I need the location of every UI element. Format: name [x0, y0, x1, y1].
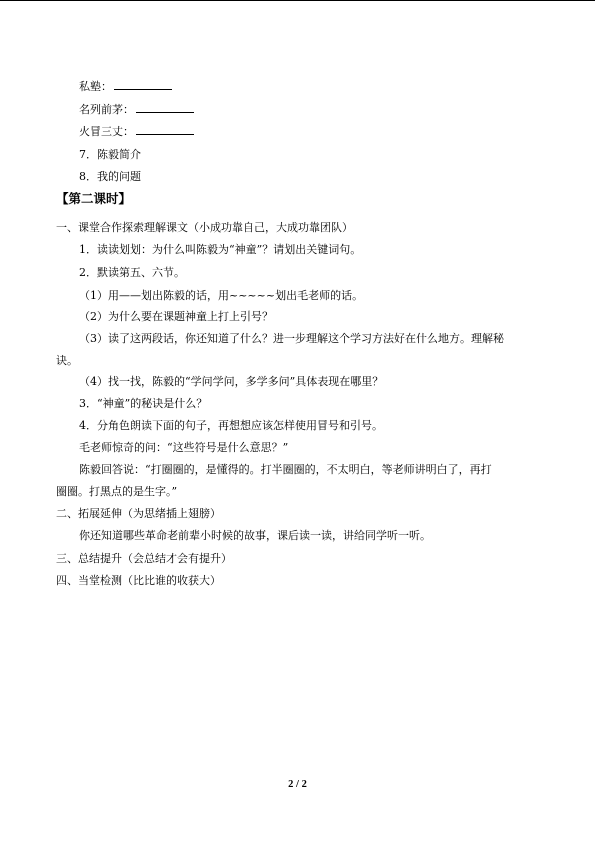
- page-top-rule: [0, 0, 595, 1]
- vocab-label: 名列前茅：: [79, 103, 134, 116]
- question-2-2: （2）为什么要在课题神童上打上引号？: [79, 310, 273, 323]
- part2-heading: 二、拓展延伸（为思绪插上翅膀）: [56, 507, 221, 520]
- question-2-4: （4）找一找，陈毅的“学问学问，多学多问”具体表现在哪里？: [79, 375, 384, 388]
- fill-in-blank: [136, 125, 194, 135]
- vocab-item-minglieqianmao: [79, 103, 194, 117]
- vocab-label: 火冒三丈：: [79, 125, 134, 138]
- question-2-1: （1）用——划出陈毅的话，用~~~~~划出毛老师的话。: [79, 289, 364, 302]
- section-title: 【第二课时】: [56, 191, 132, 206]
- fill-in-blank: [114, 80, 172, 90]
- vocab-item-sishu: [79, 80, 172, 94]
- part3-heading: 三、总结提升（会总结才会有提升）: [56, 552, 232, 565]
- page-number: 2 / 2: [288, 779, 307, 790]
- question-3: 3．“神童”的秘诀是什么？: [79, 397, 208, 410]
- item-chenyi-intro: 7．陈毅简介: [79, 148, 141, 161]
- question-2: 2．默读第五、六节。: [79, 266, 185, 279]
- question-1: 1．读读划划：为什么叫陈毅为“神童”？请划出关键词句。: [79, 243, 362, 256]
- vocab-item-huomaosanzhang: [79, 125, 194, 139]
- question-4: 4．分角色朗读下面的句子，再想想应该怎样使用冒号和引号。: [79, 419, 383, 432]
- part4-heading: 四、当堂检测（比比谁的收获大）: [56, 574, 221, 587]
- question-2-3-line2: 诀。: [56, 354, 78, 367]
- part2-text: 你还知道哪些革命老前辈小时候的故事，课后读一读，讲给同学听一听。: [79, 529, 431, 542]
- question-2-3-line1: （3）读了这两段话，你还知道了什么？进一步理解这个学习方法好在什么地方。理解秘: [79, 332, 504, 345]
- part1-heading: 一、课堂合作探索理解课文（小成功靠自己，大成功靠团队）: [56, 221, 353, 234]
- item-my-questions: 8．我的问题: [79, 170, 141, 183]
- fill-in-blank: [136, 103, 194, 113]
- dialogue-chenyi-line2: 圈圈。打黑点的是生字。”: [56, 485, 178, 498]
- dialogue-teacher-mao: 毛老师惊奇的问：“这些符号是什么意思？”: [79, 441, 289, 454]
- vocab-label: 私塾：: [79, 80, 112, 93]
- dialogue-chenyi-line1: 陈毅回答说：“打圈圈的，是懂得的。打半圈圈的，不太明白，等老师讲明白了，再打: [79, 463, 492, 476]
